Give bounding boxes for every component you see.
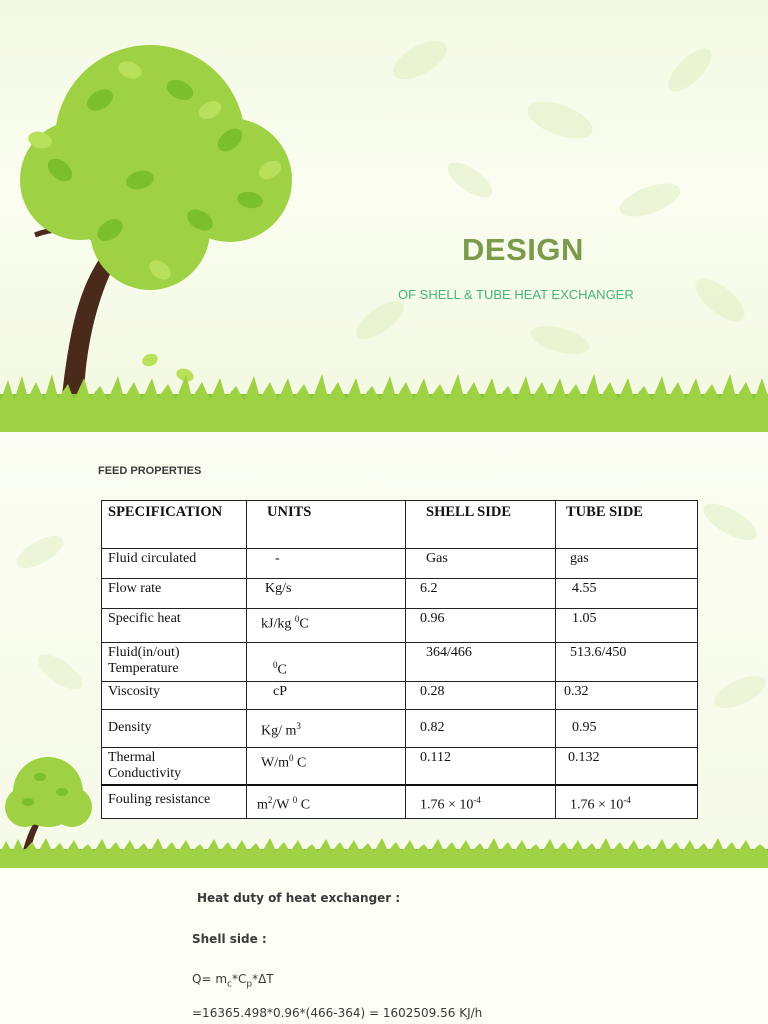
- tube-cell: 4.55: [556, 579, 698, 609]
- tube-cell: 0.132: [556, 747, 698, 785]
- unit-cell: $m^2/W$ $^0$ C: [247, 785, 406, 819]
- section-label: FEED PROPERTIES: [98, 465, 202, 477]
- tube-cell: 0.95: [556, 709, 698, 747]
- shell-cell: 6.2: [406, 579, 556, 609]
- spec-cell: Specific heat: [102, 609, 247, 643]
- table-row: [102, 709, 698, 747]
- heat-duty-label: Heat duty of heat exchanger :: [197, 891, 401, 905]
- unit-cell: cP: [247, 681, 406, 709]
- table-header-row: [102, 501, 698, 549]
- unit-cell: Kg/s: [247, 579, 406, 609]
- spec-cell: Fluid(in/out) Temperature: [102, 643, 247, 682]
- tube-cell: 1.05: [556, 609, 698, 643]
- unit-cell: kJ/kg $^0$C: [247, 609, 406, 643]
- spec-cell: Density: [102, 709, 247, 747]
- shell-cell: $1.76 \times 10^{-4}$: [406, 785, 556, 819]
- unit-cell: -: [247, 549, 406, 579]
- shell-cell: 0.112: [406, 747, 556, 785]
- column-header: UNITS: [247, 501, 406, 549]
- shell-cell: 0.28: [406, 681, 556, 709]
- table-row: [102, 747, 698, 785]
- tree-illustration: [0, 30, 310, 400]
- tube-cell: gas: [556, 549, 698, 579]
- grass-strip: [0, 372, 768, 432]
- page-subtitle: OF SHELL & TUBE HEAT EXCHANGER: [398, 287, 634, 302]
- column-header: TUBE SIDE: [556, 501, 698, 549]
- table-row: [102, 549, 698, 579]
- shell-cell: 0.96: [406, 609, 556, 643]
- shell-cell: Gas: [406, 549, 556, 579]
- table-row: [102, 681, 698, 709]
- feed-properties-slide: [0, 432, 768, 868]
- spec-cell: Viscosity: [102, 681, 247, 709]
- tube-cell: 0.32: [556, 681, 698, 709]
- column-header: SPECIFICATION: [102, 501, 247, 549]
- spec-cell: Fluid circulated: [102, 549, 247, 579]
- shell-cell: 0.82: [406, 709, 556, 747]
- grass-strip: [0, 837, 768, 868]
- table-row: [102, 785, 698, 819]
- shell-cell: 364/466: [406, 643, 556, 682]
- shell-side-label: Shell side :: [192, 932, 267, 946]
- table-row: [102, 579, 698, 609]
- unit-cell: $W/m^0$ C: [247, 747, 406, 785]
- tube-cell: 513.6/450: [556, 643, 698, 682]
- heat-duty-slide: [0, 868, 768, 1024]
- table-row: [102, 609, 698, 643]
- unit-cell: Kg/ $m^3$: [247, 709, 406, 747]
- feed-properties-table: [101, 500, 698, 819]
- spec-cell: Thermal Conductivity: [102, 747, 247, 785]
- unit-cell: $^0$C: [247, 643, 406, 682]
- spec-cell: Flow rate: [102, 579, 247, 609]
- heat-duty-formula: $Q= m_c*C_p*\Delta T$: [192, 972, 274, 990]
- heat-duty-calculation: =16365.498*0.96*(466-364) = 1602509.56 KJ/h: [192, 1006, 483, 1020]
- title-slide: [0, 0, 768, 432]
- page-title: DESIGN: [462, 232, 584, 267]
- spec-cell: Fouling resistance: [102, 785, 247, 819]
- table-row: [102, 643, 698, 682]
- column-header: SHELL SIDE: [406, 501, 556, 549]
- tube-cell: $1.76 \times 10^{-4}$: [556, 785, 698, 819]
